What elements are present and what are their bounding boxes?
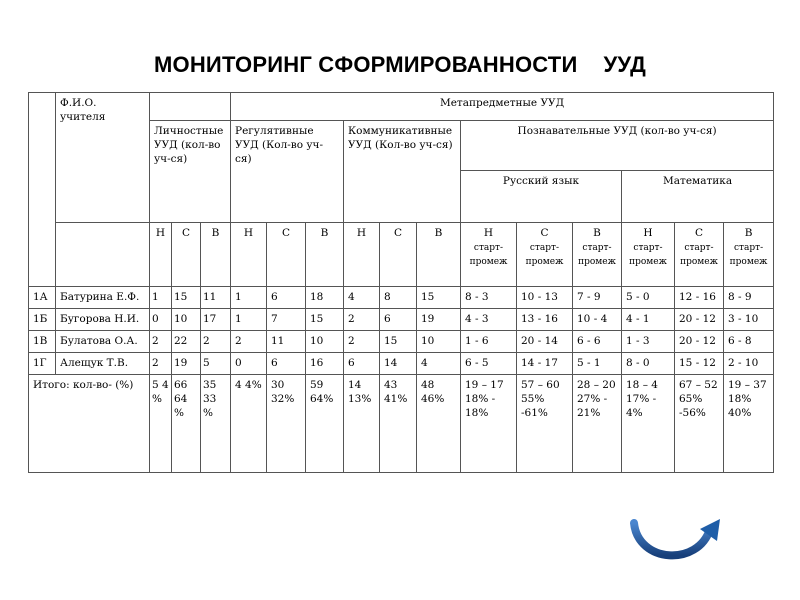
value-cell: 15 [306,309,344,331]
class-cell: 1А [29,287,56,309]
value-cell: 8 [380,287,417,309]
teacher-cell: Батурина Е.Ф. [56,287,150,309]
value-cell: 13 - 16 [517,309,573,331]
value-cell: 16 [306,353,344,375]
total-cell: 28 – 20 27% - 21% [573,375,622,473]
value-cell: 18 [306,287,344,309]
total-cell: 5 4 % [150,375,172,473]
value-cell: 19 [172,353,201,375]
value-cell: 20 - 12 [675,309,724,331]
total-label: Итого: кол-во- (%) [29,375,150,473]
header-empty-sub [56,223,150,287]
value-cell: 4 - 3 [461,309,517,331]
value-cell: 22 [172,331,201,353]
header-regulatory: Регулятивные УУД (Кол-во уч-ся) [231,121,344,223]
total-cell: 67 – 52 65% -56% [675,375,724,473]
value-cell: 8 - 9 [724,287,774,309]
value-cell: 10 [417,331,461,353]
value-cell: 1 - 3 [622,331,675,353]
col-n-start: Н старт-промеж [461,223,517,287]
value-cell: 2 [150,353,172,375]
value-cell: 19 [417,309,461,331]
value-cell: 4 [344,287,380,309]
col-n: Н [344,223,380,287]
value-cell: 10 [306,331,344,353]
teacher-cell: Бугорова Н.И. [56,309,150,331]
col-n-start: Н старт-промеж [622,223,675,287]
header-math: Математика [622,171,774,223]
header-russian: Русский язык [461,171,622,223]
header-teacher: Ф.И.О. учителя [56,93,150,223]
value-cell: 20 - 14 [517,331,573,353]
value-cell: 15 - 12 [675,353,724,375]
value-cell: 7 [267,309,306,331]
class-cell: 1Г [29,353,56,375]
header-meta: Метапредметные УУД [231,93,774,121]
value-cell: 10 [172,309,201,331]
title-uud: УУД [603,52,646,77]
teacher-cell: Алещук Т.В. [56,353,150,375]
value-cell: 11 [201,287,231,309]
value-cell: 14 - 17 [517,353,573,375]
teacher-cell: Булатова О.А. [56,331,150,353]
value-cell: 1 [231,309,267,331]
col-s-start: С старт-промеж [675,223,724,287]
value-cell: 3 - 10 [724,309,774,331]
col-v: В [201,223,231,287]
total-cell: 35 33 % [201,375,231,473]
value-cell: 1 [150,287,172,309]
header-cognitive: Познавательные УУД (кол-во уч-ся) [461,121,774,171]
header-communicative: Коммуникативные УУД (Кол-во уч-ся) [344,121,461,223]
value-cell: 6 - 5 [461,353,517,375]
col-s: С [172,223,201,287]
value-cell: 17 [201,309,231,331]
value-cell: 6 - 6 [573,331,622,353]
total-cell: 30 32% [267,375,306,473]
header-personal: Личностные УУД (кол-во уч-ся) [150,121,231,223]
title-main: МОНИТОРИНГ СФОРМИРОВАННОСТИ [154,52,578,77]
table-row [29,309,774,331]
total-cell: 4 4% [231,375,267,473]
value-cell: 6 [267,353,306,375]
col-n: Н [150,223,172,287]
table-row [29,331,774,353]
corner-cell [29,93,56,287]
value-cell: 6 - 8 [724,331,774,353]
total-cell: 48 46% [417,375,461,473]
value-cell: 2 [344,331,380,353]
class-cell: 1В [29,331,56,353]
col-s: С [267,223,306,287]
class-cell: 1Б [29,309,56,331]
total-cell: 59 64% [306,375,344,473]
value-cell: 8 - 3 [461,287,517,309]
total-cell: 18 – 4 17% - 4% [622,375,675,473]
value-cell: 2 [231,331,267,353]
value-cell: 12 - 16 [675,287,724,309]
value-cell: 10 - 4 [573,309,622,331]
table-row [29,287,774,309]
value-cell: 6 [267,287,306,309]
total-row [29,375,774,473]
total-cell: 43 41% [380,375,417,473]
col-s: С [380,223,417,287]
value-cell: 6 [344,353,380,375]
total-cell: 14 13% [344,375,380,473]
value-cell: 2 - 10 [724,353,774,375]
value-cell: 2 [150,331,172,353]
col-v: В [417,223,461,287]
total-cell: 19 – 37 18% 40% [724,375,774,473]
monitoring-table [28,92,774,473]
value-cell: 0 [150,309,172,331]
col-v: В [306,223,344,287]
value-cell: 15 [417,287,461,309]
curved-arrow-icon[interactable] [620,515,730,575]
total-cell: 66 64 % [172,375,201,473]
value-cell: 8 - 0 [622,353,675,375]
value-cell: 20 - 12 [675,331,724,353]
value-cell: 5 [201,353,231,375]
value-cell: 1 - 6 [461,331,517,353]
value-cell: 15 [380,331,417,353]
value-cell: 5 - 1 [573,353,622,375]
col-s-start: С старт-промеж [517,223,573,287]
value-cell: 0 [231,353,267,375]
value-cell: 10 - 13 [517,287,573,309]
value-cell: 4 - 1 [622,309,675,331]
value-cell: 1 [231,287,267,309]
col-v-start: В старт-промеж [573,223,622,287]
value-cell: 2 [201,331,231,353]
value-cell: 11 [267,331,306,353]
total-cell: 19 – 17 18% - 18% [461,375,517,473]
table-row [29,353,774,375]
total-cell: 57 – 60 55% -61% [517,375,573,473]
header-empty [150,93,231,121]
value-cell: 14 [380,353,417,375]
value-cell: 2 [344,309,380,331]
page-title [0,52,800,78]
col-v-start: В старт-промеж [724,223,774,287]
value-cell: 7 - 9 [573,287,622,309]
value-cell: 4 [417,353,461,375]
value-cell: 15 [172,287,201,309]
value-cell: 6 [380,309,417,331]
value-cell: 5 - 0 [622,287,675,309]
col-n: Н [231,223,267,287]
